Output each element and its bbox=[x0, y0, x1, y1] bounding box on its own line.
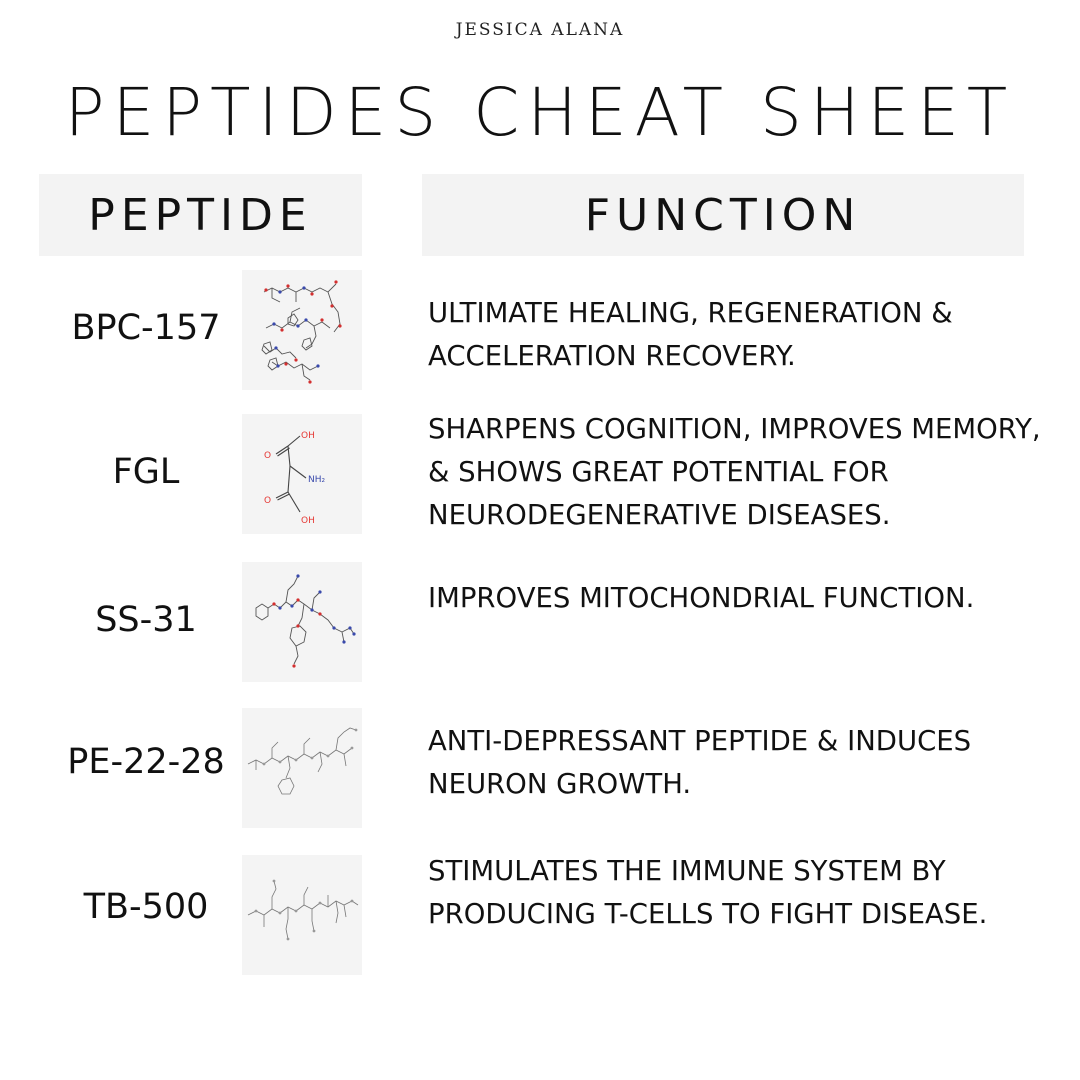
molecule-structure-icon bbox=[242, 562, 362, 682]
molecule-structure-icon bbox=[242, 270, 362, 390]
page-title: PEPTIDES CHEAT SHEET bbox=[64, 74, 1016, 151]
hydroxyl-label: OH bbox=[301, 516, 315, 526]
peptide-function: STIMULATES THE IMMUNE SYSTEM BY PRODUCING T-CELLS TO FIGHT DISEASE. bbox=[428, 855, 988, 930]
peptide-function: ULTIMATE HEALING, REGENERATION & ACCELERATION RECOVERY. bbox=[428, 297, 953, 372]
peptide-name: SS-31 bbox=[95, 600, 197, 640]
peptide-header-label: PEPTIDE bbox=[88, 189, 313, 241]
function-header-label: FUNCTION bbox=[584, 189, 862, 241]
peptide-name: TB-500 bbox=[83, 887, 209, 927]
peptide-name: FGL bbox=[112, 452, 180, 492]
oxygen-label: O bbox=[264, 451, 272, 461]
hydroxyl-label: OH bbox=[301, 431, 315, 441]
peptide-name: BPC-157 bbox=[71, 308, 221, 348]
function-column-header bbox=[422, 174, 1024, 256]
amine-label: NH₂ bbox=[308, 475, 326, 485]
peptide-function: IMPROVES MITOCHONDRIAL FUNCTION. bbox=[428, 582, 975, 614]
molecule-structure-icon bbox=[242, 708, 362, 828]
brand-name: JESSICA ALANA bbox=[455, 20, 625, 40]
peptide-function: ANTI-DEPRESSANT PEPTIDE & INDUCES NEURON GROWTH. bbox=[428, 725, 972, 800]
peptide-column-header bbox=[39, 174, 362, 256]
peptide-name: PE-22-28 bbox=[67, 742, 225, 782]
molecule-structure-icon bbox=[242, 855, 362, 975]
oxygen-label: O bbox=[264, 496, 272, 506]
peptide-function: SHARPENS COGNITION, IMPROVES MEMORY, & SHOWS GREAT POTENTIAL FOR NEURODEGENERATIVE DISEASES. bbox=[428, 413, 1041, 531]
molecule-structure-icon bbox=[242, 414, 362, 534]
